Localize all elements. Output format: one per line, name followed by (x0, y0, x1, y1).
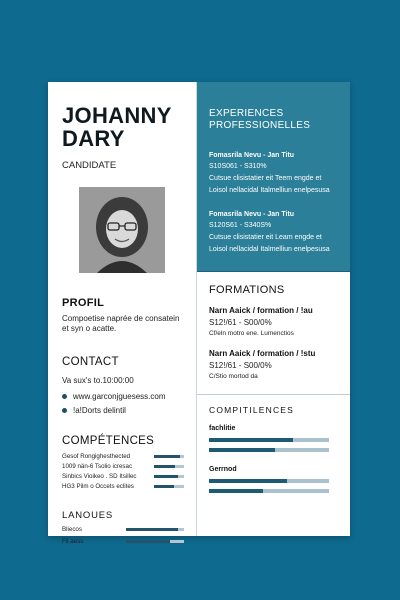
skill-bar-fill (154, 455, 180, 458)
experience-desc-1: Cutsue clisistatier eit Leam engde et (209, 234, 322, 241)
contact-other-text: !a!Dorts delintil (73, 406, 126, 415)
languages-heading: LANOUES (62, 510, 114, 521)
skill-row (62, 453, 184, 460)
right-column (196, 82, 350, 536)
experience-dates: S120S61 - S340S% (209, 222, 272, 229)
competences-right-section (197, 405, 350, 493)
competence-bar-fill (209, 438, 293, 442)
skill-label: 1009 nän-6 Tsolio icresac (62, 463, 133, 470)
left-column (48, 82, 196, 545)
section-divider (197, 394, 350, 395)
profile-text: Compoetise naprée de consatein et syn o acatte. (62, 314, 180, 333)
skill-bar (154, 485, 184, 488)
experience-role: Fomasrila Nevu - Jan Titu (209, 211, 295, 218)
experience-desc-2: Loisol nellacidal Italmelliun enelpesusa (209, 246, 330, 253)
competence-bar-fill (209, 448, 275, 452)
competence-bar (209, 448, 329, 452)
skill-row (62, 463, 184, 470)
experience-item (209, 152, 338, 195)
language-label: Bliecos (62, 526, 82, 533)
language-bar (126, 528, 184, 531)
profile-heading: PROFIL (62, 297, 105, 309)
formation-item (209, 349, 338, 380)
contact-heading: CONTACT (62, 356, 119, 368)
language-label: Fil aess (62, 538, 84, 545)
competences-heading: COMPÉTENCES (62, 435, 155, 447)
formation-item (209, 306, 338, 337)
experience-role: Fomasrila Nevu - Jan Titu (209, 152, 295, 159)
language-bar-fill (126, 540, 170, 543)
contact-web-text: www.garconjguesess.com (73, 392, 166, 401)
skill-bar (154, 455, 184, 458)
name-line-1: JOHANNY (62, 103, 172, 128)
skill-label: HG3 Pilm o Occets eclites (62, 483, 134, 490)
skill-label: Gesof Rongighesthected (62, 453, 131, 460)
candidate-name (62, 104, 184, 150)
language-bar (126, 540, 184, 543)
candidate-title: CANDIDATE (62, 160, 117, 171)
experience-item (209, 211, 338, 254)
contact-item-web[interactable] (62, 392, 184, 401)
competence-bar-fill (209, 479, 287, 483)
language-bar-fill (126, 528, 178, 531)
contact-item-other (62, 406, 184, 415)
formations-section (197, 272, 350, 380)
competence-bar-fill (209, 489, 263, 493)
language-row (62, 538, 184, 545)
skill-bar-fill (154, 465, 175, 468)
formation-note: C/Stio mortod da (209, 373, 258, 380)
skill-bar (154, 465, 184, 468)
formation-dates: S12!/61 - S00/0% (209, 318, 272, 327)
experience-desc-2: Loisol nellacidal Italmelliun enelpesusa (209, 187, 330, 194)
resume-sheet (48, 82, 350, 545)
formations-heading: FORMATIONS (209, 284, 285, 296)
formation-dates: S12!/61 - S00/0% (209, 361, 272, 370)
competence-label: fachlitie (209, 425, 236, 432)
competence-bar (209, 479, 329, 483)
language-row (62, 526, 184, 533)
formation-role: Narn Aaick / formation / !au (209, 306, 313, 315)
experience-dates: S10S061 - S310% (209, 163, 267, 170)
formation-role: Narn Aaick / formation / !stu (209, 349, 316, 358)
portrait-illustration (79, 187, 165, 273)
competence-label: Gerrnod (209, 466, 237, 473)
name-line-2: DARY (62, 126, 125, 151)
experience-desc-1: Cutsue clisistatier eit Teem engde et (209, 175, 322, 182)
experience-heading-line-2: PROFESSIONELLES (209, 120, 311, 131)
contact-phone-text: Va sux's to.10:00:00 (62, 376, 134, 385)
competences-list (62, 453, 184, 490)
formation-note: Cf/eln motro ene. Lumenctios (209, 330, 294, 337)
skill-bar (154, 475, 184, 478)
experience-section (197, 82, 350, 272)
experience-heading (209, 108, 338, 132)
experience-heading-line-1: EXPERIENCES (209, 108, 284, 119)
bullet-icon (62, 394, 67, 399)
skill-row (62, 473, 184, 480)
competences-right-heading: COMPITILENCES (209, 405, 295, 415)
skill-row (62, 483, 184, 490)
competence-bar (209, 438, 329, 442)
skill-label: Sinbics Vioikeo . SD Itsillec (62, 473, 137, 480)
competence-bar (209, 489, 329, 493)
contact-phone (62, 376, 184, 385)
skill-bar-fill (154, 475, 178, 478)
skill-bar-fill (154, 485, 174, 488)
bullet-icon (62, 408, 67, 413)
profile-photo (79, 187, 165, 273)
